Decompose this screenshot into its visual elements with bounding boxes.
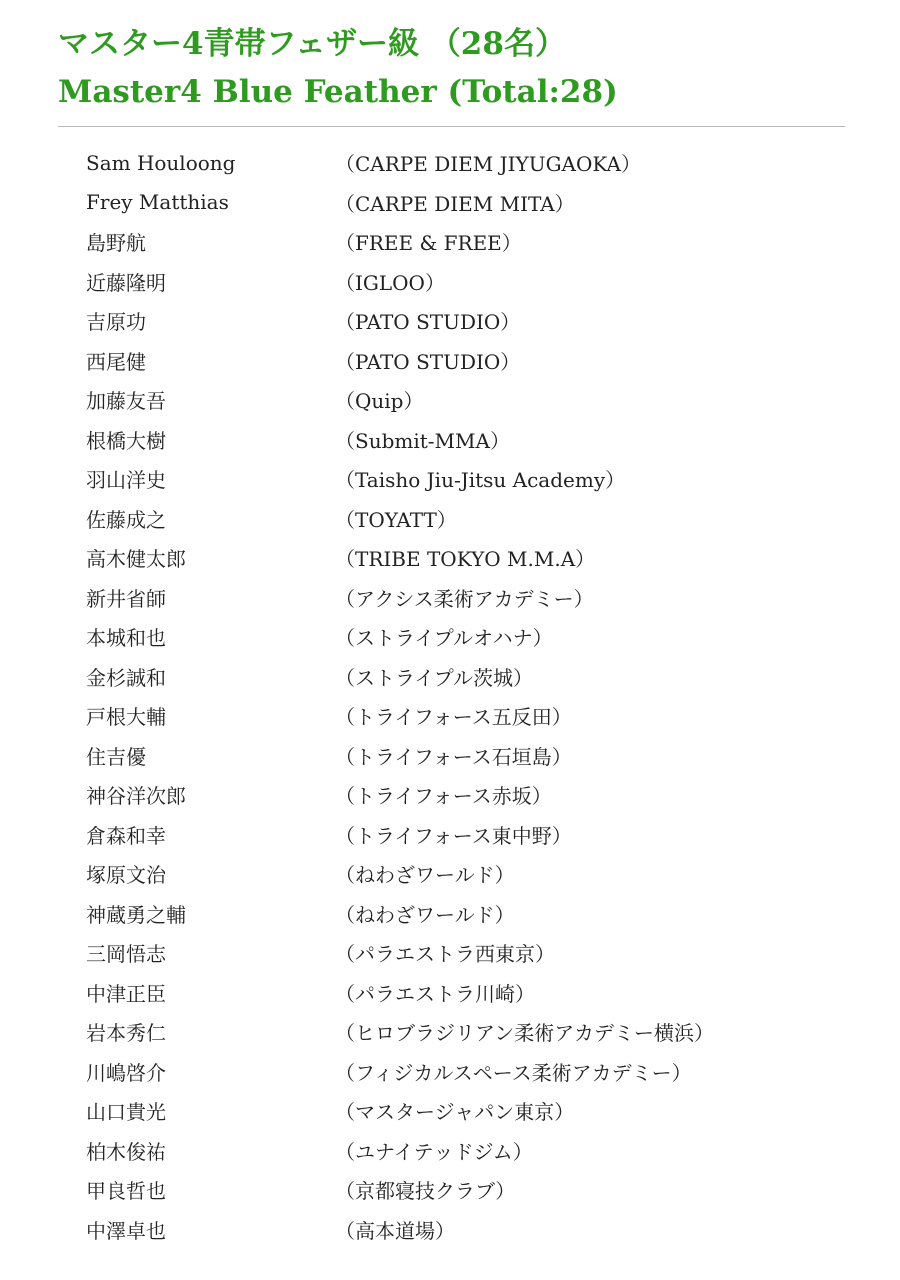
participant-row (86, 459, 866, 499)
participant-row (86, 933, 866, 973)
participant-team: （マスタージャパン東京） (335, 1100, 575, 1125)
participant-team: （パラエストラ川崎） (335, 981, 535, 1006)
participant-team: （トライフォース赤坂） (335, 784, 552, 809)
participant-name: 佐藤成之 (86, 507, 166, 532)
participant-row (86, 1170, 866, 1210)
participant-row (86, 1131, 866, 1171)
participant-row (86, 420, 866, 460)
participant-name: 島野航 (86, 231, 146, 256)
participant-row (86, 696, 866, 736)
participant-row (86, 262, 866, 302)
participant-name: 新井省師 (86, 586, 166, 611)
participant-row (86, 578, 866, 618)
participant-team: （トライフォース東中野） (335, 823, 572, 848)
participant-row (86, 617, 866, 657)
participant-row (86, 657, 866, 697)
participant-team: （ストライプルオハナ） (335, 626, 553, 651)
participant-name: 加藤友吾 (86, 389, 166, 414)
participant-team: （Submit-MMA） (335, 428, 510, 453)
participant-team: （ヒロブラジリアン柔術アカデミー横浜） (335, 1021, 714, 1046)
participant-team: （フィジカルスペース柔術アカデミー） (335, 1060, 692, 1085)
participant-team: （FREE & FREE） (335, 231, 522, 256)
participant-team: （CARPE DIEM JIYUGAOKA） (335, 152, 641, 177)
participant-row (86, 1012, 866, 1052)
participant-row (86, 894, 866, 934)
participant-name: Sam Houloong (86, 150, 236, 175)
participant-row (86, 538, 866, 578)
participant-name: 本城和也 (86, 626, 166, 651)
division-title-english: Master4 Blue Feather (Total:28) (58, 74, 618, 110)
participant-row (86, 1091, 866, 1131)
participant-row (86, 143, 866, 183)
participant-row (86, 973, 866, 1013)
participant-row (86, 183, 866, 223)
participant-team: （アクシス柔術アカデミー） (335, 586, 594, 611)
participant-row (86, 380, 866, 420)
divider (58, 126, 845, 127)
participant-row (86, 854, 866, 894)
participant-name: 根橋大樹 (86, 428, 166, 453)
participant-name: 近藤隆明 (86, 270, 166, 295)
participant-name: 倉森和幸 (86, 823, 166, 848)
participant-row (86, 341, 866, 381)
participant-row (86, 1052, 866, 1092)
participant-name: Frey Matthias (86, 190, 229, 215)
participant-name: 羽山洋史 (86, 468, 166, 493)
participant-row (86, 499, 866, 539)
participant-name: 西尾健 (86, 349, 146, 374)
participant-name: 神谷洋次郎 (86, 784, 186, 809)
participant-name: 山口貴光 (86, 1100, 166, 1125)
participant-name: 神蔵勇之輔 (86, 902, 186, 927)
participant-team: （パラエストラ西東京） (335, 942, 555, 967)
participant-list (86, 143, 866, 1249)
participant-name: 住吉優 (86, 744, 146, 769)
participant-row (86, 1210, 866, 1250)
participant-team: （京都寝技クラブ） (335, 1179, 516, 1204)
participant-team: （TRIBE TOKYO M.M.A） (335, 547, 596, 572)
participant-name: 中澤卓也 (86, 1218, 166, 1243)
participant-team: （ユナイテッドジム） (335, 1139, 533, 1164)
participant-team: （Quip） (335, 389, 424, 414)
participant-name: 金杉誠和 (86, 665, 166, 690)
participant-name: 中津正臣 (86, 981, 166, 1006)
participant-name: 塚原文治 (86, 863, 166, 888)
participant-row (86, 815, 866, 855)
participant-team: （PATO STUDIO） (335, 349, 521, 374)
participant-team: （ねわざワールド） (335, 863, 515, 888)
participant-team: （CARPE DIEM MITA） (335, 191, 575, 216)
participant-name: 川嶋啓介 (86, 1060, 166, 1085)
participant-team: （PATO STUDIO） (335, 310, 521, 335)
participant-row (86, 222, 866, 262)
participant-team: （IGLOO） (335, 270, 445, 295)
participant-row (86, 301, 866, 341)
participant-team: （ねわざワールド） (335, 902, 515, 927)
participant-name: 柏木俊祐 (86, 1139, 166, 1164)
participant-team: （Taisho Jiu-Jitsu Academy） (335, 468, 626, 493)
participant-row (86, 736, 866, 776)
participant-name: 岩本秀仁 (86, 1021, 166, 1046)
participant-name: 三岡悟志 (86, 942, 166, 967)
division-title-japanese: マスター4青帯フェザー級 （28名） (58, 26, 566, 62)
participant-team: （トライフォース五反田） (335, 705, 572, 730)
participant-name: 甲良哲也 (86, 1179, 166, 1204)
participant-row (86, 775, 866, 815)
participant-name: 吉原功 (86, 310, 146, 335)
participant-team: （トライフォース石垣島） (335, 744, 572, 769)
participant-name: 戸根大輔 (86, 705, 166, 730)
participant-team: （TOYATT） (335, 507, 457, 532)
participant-name: 高木健太郎 (86, 547, 186, 572)
participant-team: （ストライプル茨城） (335, 665, 533, 690)
participant-team: （高本道場） (335, 1218, 455, 1243)
